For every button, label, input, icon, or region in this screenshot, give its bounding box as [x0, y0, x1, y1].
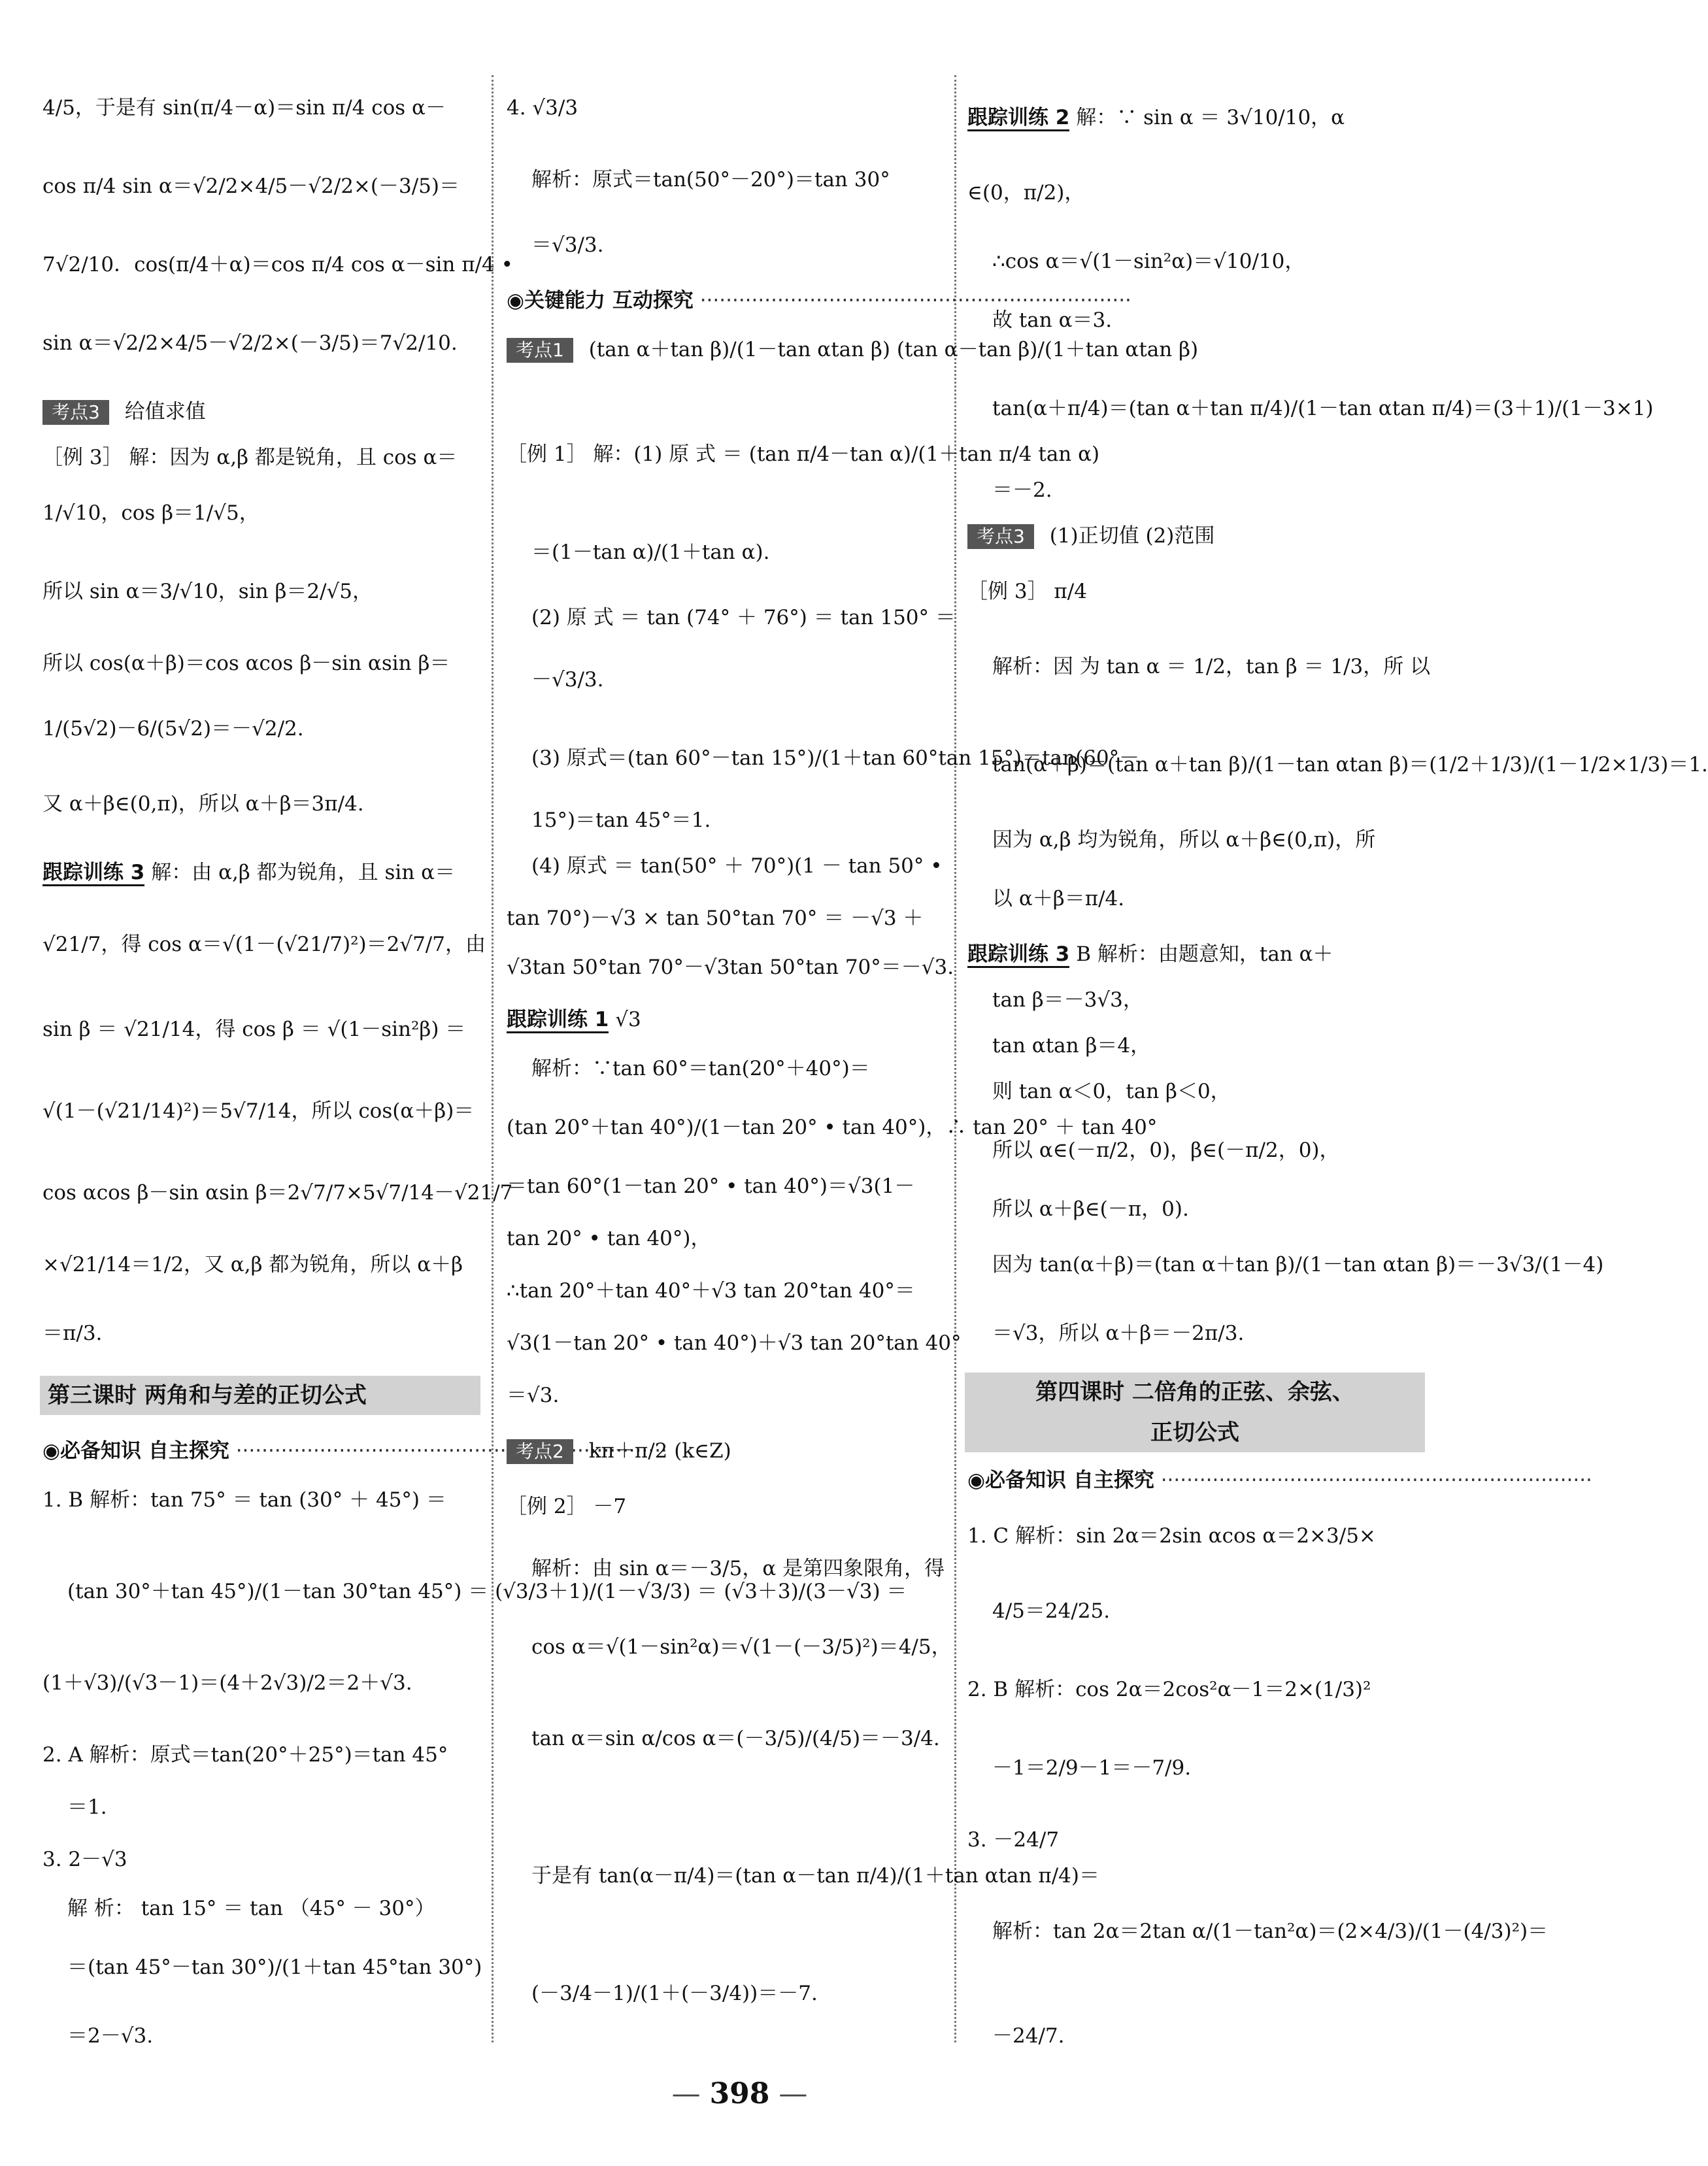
- text-line: ＝(tan 45°－tan 30°)/(1＋tan 45°tan 30°): [67, 1956, 482, 1979]
- question-line: 2. A 解析：原式＝tan(20°＋25°)＝tan 45°: [42, 1743, 448, 1767]
- kaodian-heading: [967, 523, 1425, 549]
- text-line: 解析：原式＝tan(50°－20°)＝tan 30°: [531, 168, 890, 192]
- text-line: ＝(1－tan α)/(1＋tan α).: [531, 541, 770, 564]
- kaodian-heading: [507, 1438, 951, 1464]
- tracking-text: 解：由 α,β 都为锐角，且 sin α＝: [151, 861, 456, 884]
- tracking-label: 跟踪训练 1: [507, 1008, 609, 1033]
- tracking-heading: [967, 941, 1425, 967]
- text-line: tan(α＋π/4)＝(tan α＋tan π/4)/(1－tan αtan π/4)＝(3＋1)/(1－3×1): [992, 397, 1654, 420]
- kaodian-text: (tan α＋tan β)/(1－tan αtan β) (tan α－tan β)/(1＋tan αtan β): [588, 338, 1199, 361]
- kaodian-tag: 考点1: [507, 338, 573, 363]
- kaodian-tag: 考点2: [507, 1439, 573, 1464]
- text-line: －1＝2/9－1＝－7/9.: [992, 1756, 1192, 1780]
- question-line: 1. B 解析：tan 75° ＝ tan (30° ＋ 45°) ＝: [42, 1488, 446, 1512]
- text-line: ∈(0，π/2)，: [967, 181, 1085, 205]
- text-line: (3) 原式＝(tan 60°－tan 15°)/(1＋tan 60°tan 15°)＝tan(60°－: [531, 746, 1140, 770]
- kaodian-text: (1)正切值 (2)范围: [1049, 524, 1215, 548]
- text-line: 1/√10，cos β＝1/√5，: [42, 501, 260, 525]
- kaodian-text: kπ＋π/2 (k∈Z): [588, 1439, 731, 1463]
- text-line: ＝1.: [67, 1795, 107, 1819]
- tracking-text: B 解析：由题意知，tan α＋: [1076, 942, 1333, 966]
- text-line: 所以 sin α＝3/√10，sin β＝2/√5，: [42, 580, 373, 603]
- text-line: 则 tan α＜0，tan β＜0，: [992, 1080, 1231, 1103]
- tracking-label: 跟踪训练 3: [42, 861, 144, 886]
- kaodian-heading: [42, 399, 480, 425]
- text-line: sin β ＝ √21/14，得 cos β ＝ √(1－sin²β) ＝: [42, 1018, 466, 1041]
- page-number-value: 398: [709, 2077, 770, 2110]
- text-line: cos α＝√(1－sin²α)＝√(1－(－3/5)²)＝4/5，: [531, 1635, 952, 1659]
- lesson-title-line: 正切公式: [1150, 1420, 1239, 1446]
- text-line: ＝√3，所以 α＋β＝－2π/3.: [992, 1322, 1245, 1345]
- text-line: cos π/4 sin α＝√2/2×4/5－√2/2×(－3/5)＝: [42, 175, 460, 198]
- kaodian-heading: [507, 337, 1199, 363]
- text-line: －√3/3.: [531, 668, 604, 691]
- text-line: 15°)＝tan 45°＝1.: [531, 808, 711, 832]
- tracking-heading: [507, 1007, 951, 1033]
- text-line: 1/(5√2)－6/(5√2)＝－√2/2.: [42, 717, 304, 741]
- page-number: — 398 —: [671, 2077, 808, 2110]
- example-line: ［例 2］ －7: [507, 1495, 627, 1518]
- text-line: ＝√3/3.: [531, 233, 604, 257]
- tracking-heading: [967, 105, 1425, 131]
- text-line: 因为 α,β 均为锐角，所以 α＋β∈(0,π)，所: [992, 828, 1376, 852]
- text-line: (4) 原式 ＝ tan(50° ＋ 70°)(1 － tan 50° •: [531, 854, 943, 878]
- question-line: 1. C 解析：sin 2α＝2sin αcos α＝2×3/5×: [967, 1524, 1376, 1548]
- lesson-title-line: 第四课时 二倍角的正弦、余弦、: [1035, 1379, 1354, 1405]
- text-line: 又 α＋β∈(0,π)，所以 α＋β＝3π/4.: [42, 792, 364, 816]
- text-line: √(1－(√21/14)²)＝5√7/14，所以 cos(α＋β)＝: [42, 1099, 475, 1123]
- text-line: 因为 tan(α＋β)＝(tan α＋tan β)/(1－tan αtan β)＝－3√3/(1－4): [992, 1253, 1604, 1276]
- text-line: 所以 α∈(－π/2，0)，β∈(－π/2，0)，: [992, 1139, 1340, 1162]
- text-line: ＝√3.: [507, 1384, 560, 1407]
- text-line: sin α＝√2/2×4/5－√2/2×(－3/5)＝7√2/10.: [42, 331, 458, 355]
- lesson-title: [965, 1373, 1425, 1452]
- tracking-heading: [42, 859, 480, 886]
- text-line: －24/7.: [992, 2024, 1065, 2048]
- text-line: ＝2－√3.: [67, 2024, 154, 2048]
- kaodian-text: 给值求值: [124, 400, 206, 424]
- text-line: 解析：由 sin α＝－3/5，α 是第四象限角，得: [531, 1557, 945, 1580]
- text-line: (tan 20°＋tan 40°)/(1－tan 20° • tan 40°)，∴ tan 20° ＋ tan 40°: [507, 1116, 1158, 1139]
- text-line: 所以 cos(α＋β)＝cos αcos β－sin αsin β＝: [42, 652, 450, 675]
- tracking-label: 跟踪训练 3: [967, 942, 1069, 968]
- question-line: 3. －24/7: [967, 1828, 1060, 1852]
- kaodian-tag: 考点3: [967, 524, 1034, 549]
- example-line: ［例 3］ 解：因为 α,β 都是锐角，且 cos α＝: [42, 446, 458, 469]
- text-line: ＝π/3.: [42, 1322, 103, 1345]
- example-line: ［例 1］ 解：(1) 原 式 ＝ (tan π/4－tan α)/(1＋tan π/4 tan α): [507, 442, 1100, 466]
- text-line: (1＋√3)/(√3－1)＝(4＋2√3)/2＝2＋√3.: [42, 1671, 412, 1695]
- text-line: (－3/4－1)/(1＋(－3/4))＝－7.: [531, 1982, 818, 2005]
- text-line: ＝－2.: [992, 478, 1052, 502]
- question-line: 4. √3/3: [507, 96, 578, 120]
- question-line: 2. B 解析：cos 2α＝2cos²α－1＝2×(1/3)²: [967, 1678, 1371, 1701]
- text-line: tan αtan β＝4，: [992, 1034, 1151, 1058]
- text-line: 解析：tan 2α＝2tan α/(1－tan²α)＝(2×4/3)/(1－(4/3)²)＝: [992, 1920, 1549, 1943]
- lesson-title: 第三课时 两角和与差的正切公式: [40, 1376, 480, 1415]
- section-heading: ◉必备知识 自主探究 ·····: [967, 1467, 1425, 1493]
- text-line: 于是有 tan(α－π/4)＝(tan α－tan π/4)/(1＋tan αtan π/4)＝: [531, 1864, 1099, 1888]
- kaodian-tag: 考点3: [42, 400, 109, 425]
- text-line: tan α＝sin α/cos α＝(－3/5)/(4/5)＝－3/4.: [531, 1727, 940, 1750]
- text-line: ∴cos α＝√(1－sin²α)＝√10/10，: [992, 250, 1305, 273]
- text-line: 所以 α＋β∈(－π，0).: [992, 1197, 1189, 1221]
- text-line: tan(α＋β)＝(tan α＋tan β)/(1－tan αtan β)＝(1/2＋1/3)/(1－1/2×1/3)＝1.: [992, 753, 1708, 776]
- tracking-text: √3: [615, 1008, 641, 1031]
- text-line: 7√2/10．cos(π/4＋α)＝cos π/4 cos α－sin π/4 •: [42, 253, 513, 276]
- text-line: tan 70°)－√3 × tan 50°tan 70° ＝ －√3 ＋: [507, 907, 924, 930]
- column-divider: [492, 75, 494, 2042]
- column-divider: [954, 75, 956, 2042]
- text-line: ＝tan 60°(1－tan 20° • tan 40°)＝√3(1－: [507, 1175, 915, 1198]
- text-line: (2) 原 式 ＝ tan (74° ＋ 76°) ＝ tan 150° ＝: [531, 606, 956, 629]
- text-line: 解 析： tan 15° ＝ tan （45° － 30°）: [67, 1897, 435, 1920]
- text-line: ∴tan 20°＋tan 40°＋√3 tan 20°tan 40°＝: [507, 1279, 915, 1303]
- text-line: cos αcos β－sin αsin β＝2√7/7×5√7/14－√21/7: [42, 1181, 513, 1205]
- text-line: 以 α＋β＝π/4.: [992, 887, 1125, 910]
- text-line: tan 20° • tan 40°)，: [507, 1227, 711, 1250]
- text-line: √3tan 50°tan 70°－√3tan 50°tan 70°＝－√3.: [507, 956, 954, 979]
- text-line: ×√21/14＝1/2，又 α,β 都为锐角，所以 α＋β: [42, 1253, 463, 1276]
- text-line: 4/5，于是有 sin(π/4－α)＝sin π/4 cos α－: [42, 96, 446, 120]
- text-line: 解析：∵tan 60°＝tan(20°＋40°)＝: [531, 1057, 870, 1080]
- text-line: tan β＝－3√3，: [992, 988, 1143, 1012]
- section-heading: ◉必备知识 自主探究 ·····: [42, 1438, 480, 1464]
- text-line: 4/5＝24/25.: [992, 1599, 1111, 1623]
- text-line: √3(1－tan 20° • tan 40°)＋√3 tan 20°tan 40°: [507, 1331, 962, 1355]
- text-line: (tan 30°＋tan 45°)/(1－tan 30°tan 45°) ＝ (√3/3＋1)/(1－√3/3) ＝ (√3＋3)/(3－√3) ＝: [67, 1580, 907, 1603]
- tracking-text: 解：∵ sin α ＝ 3√10/10，α: [1076, 106, 1345, 129]
- text-line: 解析：因 为 tan α ＝ 1/2，tan β ＝ 1/3，所 以: [992, 655, 1431, 678]
- question-line: 3. 2－√3: [42, 1848, 127, 1871]
- tracking-label: 跟踪训练 2: [967, 106, 1069, 131]
- example-line: ［例 3］ π/4: [967, 580, 1087, 603]
- text-line: √21/7，得 cos α＝√(1－(√21/7)²)＝2√7/7，由: [42, 933, 486, 956]
- text-line: 故 tan α＝3.: [992, 308, 1113, 332]
- section-heading: ◉关键能力 互动探究 ·····: [507, 288, 951, 314]
